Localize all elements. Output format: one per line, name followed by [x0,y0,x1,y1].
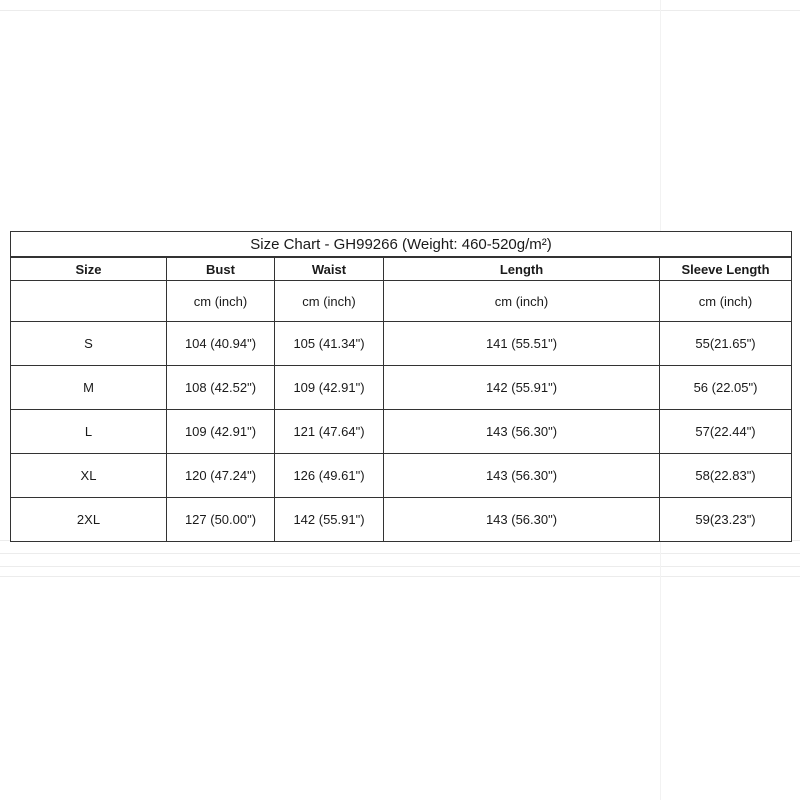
unit-cell-sleeve-length: cm (inch) [660,281,792,322]
sleeve-length-cell: 57(22.44") [660,410,792,454]
size-cell: L [11,410,167,454]
unit-cell-waist: cm (inch) [275,281,384,322]
length-cell: 143 (56.30") [384,498,660,542]
background-gridline [0,553,800,554]
sleeve-length-cell: 55(21.65") [660,322,792,366]
table-row [11,454,792,498]
size-cell: S [11,322,167,366]
table-row [11,498,792,542]
column-header-sleeve-length: Sleeve Length [660,257,792,281]
waist-cell: 109 (42.91") [275,366,384,410]
sleeve-length-cell: 58(22.83") [660,454,792,498]
unit-cell-length: cm (inch) [384,281,660,322]
bust-cell: 108 (42.52") [167,366,275,410]
unit-cell-bust: cm (inch) [167,281,275,322]
size-cell: M [11,366,167,410]
bust-cell: 127 (50.00") [167,498,275,542]
table-row [11,410,792,454]
column-header-length: Length [384,257,660,281]
title-row [11,232,792,258]
size-chart-table [10,231,792,542]
column-header-size: Size [11,257,167,281]
bust-cell: 104 (40.94") [167,322,275,366]
size-cell: XL [11,454,167,498]
waist-cell: 142 (55.91") [275,498,384,542]
header-row [11,257,792,281]
sleeve-length-cell: 59(23.23") [660,498,792,542]
sleeve-length-cell: 56 (22.05") [660,366,792,410]
waist-cell: 126 (49.61") [275,454,384,498]
table-row [11,366,792,410]
units-row [11,281,792,322]
length-cell: 141 (55.51") [384,322,660,366]
chart-title: Size Chart - GH99266 (Weight: 460-520g/m²) [11,232,792,258]
unit-cell-size [11,281,167,322]
bust-cell: 120 (47.24") [167,454,275,498]
length-cell: 143 (56.30") [384,454,660,498]
length-cell: 143 (56.30") [384,410,660,454]
background-gridline [0,576,800,577]
column-header-bust: Bust [167,257,275,281]
size-cell: 2XL [11,498,167,542]
column-header-waist: Waist [275,257,384,281]
bust-cell: 109 (42.91") [167,410,275,454]
waist-cell: 121 (47.64") [275,410,384,454]
background-gridline [0,10,800,11]
waist-cell: 105 (41.34") [275,322,384,366]
background-gridline [0,566,800,567]
length-cell: 142 (55.91") [384,366,660,410]
table-row [11,322,792,366]
